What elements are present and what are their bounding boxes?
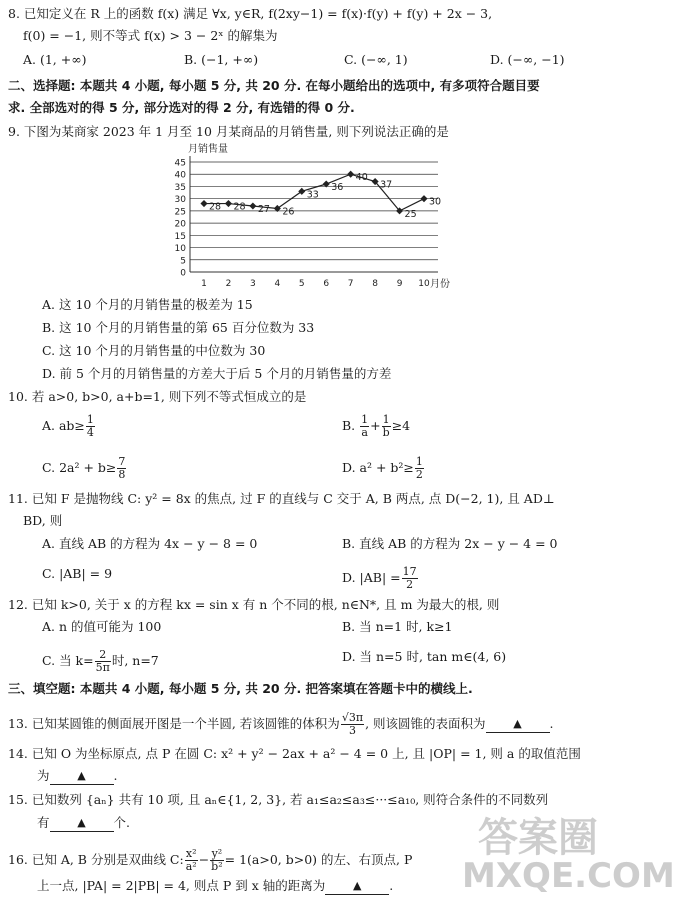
q16-f1-num: x² <box>185 847 197 860</box>
q10-option-a <box>42 414 96 439</box>
q14-line2 <box>37 768 118 786</box>
q14-answer-blank[interactable] <box>50 767 114 785</box>
q11-option-d <box>342 566 419 591</box>
chart-y-axis-label: 月销售量 <box>188 144 228 155</box>
x-tick-label: 9 <box>396 279 403 289</box>
x-tick-label: 2 <box>225 279 232 289</box>
data-point <box>298 188 305 195</box>
section3-heading: 三、填空题: 本题共 4 小题, 每小题 5 分, 共 20 分. 把答案填在答题卡中的横线上. <box>8 681 473 696</box>
q10-b-den1: a <box>361 426 368 439</box>
q12-c-suffix: 时, n=7 <box>111 653 159 668</box>
q13-answer-blank[interactable] <box>486 715 550 733</box>
q11-option-b: B. 直线 AB 的方程为 2x − y − 4 = 0 <box>342 536 558 551</box>
q16-f1-den: a² <box>185 860 197 873</box>
q12-c-den: 5π <box>95 661 110 674</box>
q10-b-den2: b <box>382 426 390 439</box>
q15-prefix: 有 <box>37 815 50 830</box>
data-label: 28 <box>233 201 246 213</box>
q10-b-fraction-2 <box>382 414 391 439</box>
q8-line2: f(0) = −1, 则不等式 f(x) > 3 − 2ˣ 的解集为 <box>23 28 278 43</box>
data-label: 40 <box>355 172 368 184</box>
q16-minus: − <box>198 852 210 867</box>
watermark-logo: 答案圈 <box>478 815 598 861</box>
x-tick-label: 4 <box>274 279 281 289</box>
q16-fraction-1 <box>185 848 198 873</box>
data-point <box>347 171 354 178</box>
x-tick-label: 5 <box>298 279 305 289</box>
q10-c-den: 8 <box>118 468 126 481</box>
q11-option-a: A. 直线 AB 的方程为 4x − y − 8 = 0 <box>42 536 258 551</box>
q10-option-d <box>342 456 425 481</box>
data-point <box>420 195 427 202</box>
q15-line1: 15. 已知数列 {aₙ} 共有 10 项, 且 aₙ∈{1, 2, 3}, 若 a₁≤a₂≤a₃≤···≤a₁₀, 则符合条件的不同数列 <box>8 792 549 807</box>
q10-a-prefix: A. ab≥ <box>42 418 85 433</box>
q11-option-c: C. |AB| = 9 <box>42 566 113 581</box>
q10-c-num: 7 <box>118 455 126 468</box>
q16-suffix: = 1(a>0, b>0) 的左、右顶点, P <box>224 852 413 867</box>
data-label: 25 <box>404 208 417 220</box>
q10-c-prefix: C. 2a² + b≥ <box>42 460 117 475</box>
y-tick-label: 35 <box>174 182 186 193</box>
q16-line1 <box>8 848 412 873</box>
q8-option-c: C. (−∞, 1) <box>344 52 408 67</box>
q12-c-prefix: C. 当 k= <box>42 653 94 668</box>
q13-end: . <box>549 716 554 731</box>
q13-fraction <box>341 712 364 737</box>
q16-line2-text: 上一点, |PA| = 2|PB| = 4, 则点 P 到 x 轴的距离为 <box>37 878 326 893</box>
y-tick-label: 10 <box>174 244 186 255</box>
q10-stem: 10. 若 a>0, b>0, a+b=1, 则下列不等式恒成立的是 <box>8 389 307 404</box>
q15-blank-marker: ▲ <box>77 816 86 829</box>
q16-line2 <box>37 878 393 896</box>
q10-d-prefix: D. a² + b²≥ <box>342 460 414 475</box>
q10-b-num1: 1 <box>361 413 369 426</box>
x-tick-label: 8 <box>372 279 378 289</box>
q9-option-b: B. 这 10 个月的月销售量的第 65 百分位数为 33 <box>42 320 315 335</box>
watermark-url: MXQE.COM <box>462 856 675 896</box>
q10-b-prefix: B. <box>342 418 356 433</box>
q14-prefix: 为 <box>37 768 50 783</box>
q16-end: . <box>389 878 394 893</box>
q16-prefix: 16. 已知 A, B 分别是双曲线 C: <box>8 852 184 867</box>
q9-stem: 9. 下图为某商家 2023 年 1 月至 10 月某商品的月销售量, 则下列说法正确的是 <box>8 124 449 139</box>
q10-a-fraction <box>86 414 95 439</box>
q14-blank-marker: ▲ <box>77 769 86 782</box>
q13-suffix: , 则该圆锥的表面积为 <box>365 716 486 731</box>
section2-heading-line2: 求. 全部选对的得 5 分, 部分选对的得 2 分, 有选错的得 0 分. <box>8 100 355 115</box>
q11-d-num: 17 <box>402 565 417 578</box>
x-tick-label: 6 <box>323 279 330 289</box>
q13-num: √3π <box>341 711 364 724</box>
y-tick-label: 45 <box>174 158 186 169</box>
q11-line1: 11. 已知 F 是抛物线 C: y² = 8x 的焦点, 过 F 的直线与 C 交于 A, B 两点, 点 D(−2, 1), 且 AD⊥ <box>8 491 555 506</box>
data-label: 27 <box>257 204 270 215</box>
sales-line-chart <box>168 141 468 293</box>
q12-option-d: D. 当 n=5 时, tan m∈(4, 6) <box>342 649 507 664</box>
q12-c-num: 2 <box>95 649 111 662</box>
q14-end: . <box>113 768 118 783</box>
q12-option-b: B. 当 n=1 时, k≥1 <box>342 619 453 634</box>
q16-fraction-2 <box>210 848 223 873</box>
q16-answer-blank[interactable] <box>325 877 389 895</box>
section2-heading-line1: 二、选择题: 本题共 4 小题, 每小题 5 分, 共 20 分. 在每小题给出的选项中, 有多项符合题目要 <box>8 78 540 93</box>
chart-x-axis-label: 月份 <box>430 279 450 290</box>
data-label: 36 <box>331 182 344 193</box>
q10-b-fraction-1 <box>360 414 369 439</box>
data-point <box>225 200 232 207</box>
q16-f2-den: b² <box>211 860 223 873</box>
data-label: 30 <box>429 196 442 208</box>
data-point <box>249 202 256 209</box>
q13-blank-marker: ▲ <box>513 717 522 730</box>
q10-option-c <box>42 456 127 481</box>
q10-a-num: 1 <box>86 413 94 426</box>
data-label: 37 <box>380 179 393 191</box>
data-label: 33 <box>306 189 319 201</box>
q10-b-suffix: ≥4 <box>391 418 411 433</box>
q10-d-fraction <box>415 456 424 481</box>
q12-stem: 12. 已知 k>0, 关于 x 的方程 kx = sin x 有 n 个不同的根, n∈N*, 且 m 为最大的根, 则 <box>8 597 500 612</box>
q12-option-c <box>42 649 159 674</box>
q10-d-num: 1 <box>415 455 423 468</box>
q14-line1: 14. 已知 O 为坐标原点, 点 P 在圆 C: x² + y² − 2ax + a² − 4 = 0 上, 且 |OP| = 1, 则 a 的取值范围 <box>8 746 581 761</box>
q10-c-fraction <box>117 456 126 481</box>
q15-line2 <box>37 815 130 833</box>
q15-answer-blank[interactable] <box>50 814 114 832</box>
q16-blank-marker: ▲ <box>353 879 362 892</box>
q12-c-fraction <box>95 649 111 674</box>
data-label: 26 <box>282 206 295 218</box>
q10-b-num2: 1 <box>382 413 390 426</box>
q11-d-fraction <box>402 566 418 591</box>
y-tick-label: 15 <box>174 231 186 242</box>
q13-den: 3 <box>348 724 356 737</box>
q11-d-prefix: D. |AB| = <box>342 570 401 585</box>
q9-option-a: A. 这 10 个月的月销售量的极差为 15 <box>42 297 253 312</box>
data-point <box>200 200 207 207</box>
q10-option-b <box>342 414 410 439</box>
y-tick-label: 25 <box>174 207 186 218</box>
y-tick-label: 30 <box>174 195 186 206</box>
q9-option-d: D. 前 5 个月的月销售量的方差大于后 5 个月的月销售量的方差 <box>42 366 392 381</box>
q10-b-plus: + <box>370 418 381 433</box>
y-tick-label: 40 <box>174 170 186 181</box>
q10-a-den: 4 <box>86 426 94 439</box>
q13-line <box>8 712 554 737</box>
x-tick-label: 3 <box>250 279 256 289</box>
y-tick-label: 0 <box>180 268 186 279</box>
q13-prefix: 13. 已知某圆锥的侧面展开图是一个半圆, 若该圆锥的体积为 <box>8 716 340 731</box>
x-tick-label: 1 <box>201 279 207 289</box>
q8-option-d: D. (−∞, −1) <box>490 52 565 67</box>
q12-option-a: A. n 的值可能为 100 <box>42 619 162 634</box>
q11-d-den: 2 <box>406 578 414 591</box>
q8-line1: 8. 已知定义在 R 上的函数 f(x) 满足 ∀x, y∈R, f(2xy−1) = f(x)·f(y) + f(y) + 2x − 3, <box>8 6 493 21</box>
data-label: 28 <box>209 201 222 213</box>
y-tick-label: 5 <box>180 256 186 267</box>
y-tick-label: 20 <box>174 219 186 230</box>
q10-d-den: 2 <box>415 468 423 481</box>
x-tick-label: 7 <box>347 279 354 289</box>
q15-suffix: 个. <box>113 815 130 830</box>
q8-option-a: A. (1, +∞) <box>23 52 87 67</box>
q16-f2-num: y² <box>211 847 223 860</box>
q8-option-b: B. (−1, +∞) <box>184 52 259 67</box>
q9-option-c: C. 这 10 个月的月销售量的中位数为 30 <box>42 343 266 358</box>
q11-line2: BD, 则 <box>23 513 63 528</box>
x-tick-label: 10 <box>418 279 430 289</box>
